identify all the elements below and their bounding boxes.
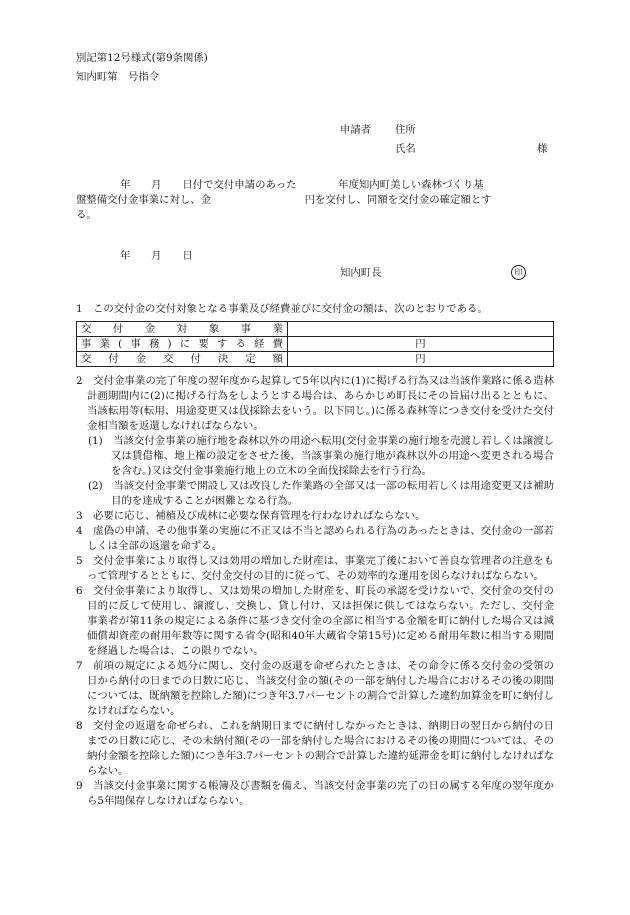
table-value-cost: 円: [288, 337, 554, 352]
table-label-decision: 交付金交付決定額: [77, 352, 288, 367]
name-label: 氏名: [395, 143, 416, 155]
issuer-title: 知内町長: [340, 267, 382, 279]
order-number: 知内町第 号指令: [76, 71, 160, 83]
clauses: [76, 374, 554, 809]
clause-8: 8 交付金の返還を命ぜられ、これを納期日までに納付しなかったときは、納期日の翌日から納付の日までの日数に応じ、その未納付額(その一部を納付した場合におけるその後の期間については、その納付金額を控除した額)につき年3.7パーセントの割合で計算した違約延滞金を町に納付しなければならない。: [76, 720, 554, 777]
table-row: [77, 352, 554, 367]
table-value-project: [288, 322, 554, 337]
clause-5: 5 交付金事業により取得し又は効用の増加した財産は、事業完了後において善良な管理者の注意をもって管理するとともに、交付金交付の目的に従って、その効率的な運用を図らなければならない。: [76, 555, 554, 582]
clause-7: 7 前項の規定による処分に関し、交付金の返還を命ぜられたときは、その命令に係る交付金の受領の日から納付の日までの日数に応じ、当該交付金の額(その一部を納付した場合におけるその後の期間については、既納額を控除した額)につき年3.7パーセントの割合で計算した違約加算金を町に納付しなければならない。: [76, 660, 554, 717]
table-row: [77, 337, 554, 352]
clause-4: 4 虚偽の申請、その他事業の実施に不正又は不当と認められる行為のあったときは、交付金の一部若しくは全部の返還を命ずる。: [76, 525, 554, 552]
clause-2: 2 交付金事業の完了年度の翌年度から起算して5年以内に(1)に掲げる行為又は当該作業路に係る造林計画期間内に(2)に掲げる行為をしようとする場合は、あらかじめ町長にその旨届け出るとともに、当該転用等(転用、用途変更又は伐採除去をいう。以下同じ。)に係る森林等につき交付を受けた交付金相当額を返還しなければならない。: [76, 375, 554, 432]
applicant-label: 申請者: [340, 124, 372, 136]
intro-line-3: る。: [76, 209, 97, 221]
clause-2-2: (2) 当該交付金事業で開設し又は改良した作業路の全部又は一部の転用若しくは用途変更又は補助目的を達成することが困難となる行為。: [88, 480, 554, 507]
honorific: 様: [537, 143, 548, 155]
form-title: 別記第12号様式(第9条関係): [76, 52, 208, 64]
intro-paragraph: [76, 178, 554, 223]
clause-6: 6 交付金事業により取得し、又は効果の増加した財産を、町長の承認を受けないで、交付金の交付の目的に反して使用し、譲渡し、交換し、貸し付け、又は担保に供してはならない。ただし、交付金事業者が第11条の規定による条件に基づき交付金の全部に相当する金額を町に納付した場合又は減価償却資産の耐用年数等に関する省令(昭和40年大蔵省令第15号)に定める耐用年数に相当する期間を経過した場合は、この限りでない。: [76, 585, 554, 657]
table-label-project: 交付金対象事業: [77, 322, 288, 337]
clause-2-1: (1) 当該交付金事業の施行地を森林以外の用途へ転用(交付金事業の施行地を売渡し若しくは譲渡し又は賃借権、地上権の設定をさせた後、当該事業の施行地が森林以外の用途へ変更される場合を含む。)又は交付金事業施行地上の立木の全面伐採除去を行う行為。: [88, 435, 554, 477]
clause-3: 3 必要に応じ、補植及び成林に必要な保育管理を行わなければならない。: [76, 510, 426, 522]
issue-date: 年 月 日: [120, 250, 193, 262]
table-label-cost: 事業(事務)に要する経費: [77, 337, 288, 352]
table-value-decision: 円: [288, 352, 554, 367]
address-label: 住所: [395, 124, 416, 136]
clause-9: 9 当該交付金事業に関する帳簿及び書類を備え、当該交付金事業の完了の日の属する年度の翌年度から5年間保存しなければならない。: [76, 780, 554, 807]
table-row: [77, 322, 554, 337]
intro-line-2: 盤整備交付金事業に対し、金 円を交付し、同額を交付金の確定額とす: [76, 194, 492, 206]
seal-stamp: 印: [511, 265, 526, 280]
section-1-heading: 1 この交付金の交付対象となる事業及び経費並びに交付金の額は、次のとおりである。: [76, 303, 488, 315]
grant-table: [76, 321, 554, 367]
intro-line-1: 年 月 日付で交付申請のあった 年度知内町美しい森林づくり基: [120, 179, 484, 191]
